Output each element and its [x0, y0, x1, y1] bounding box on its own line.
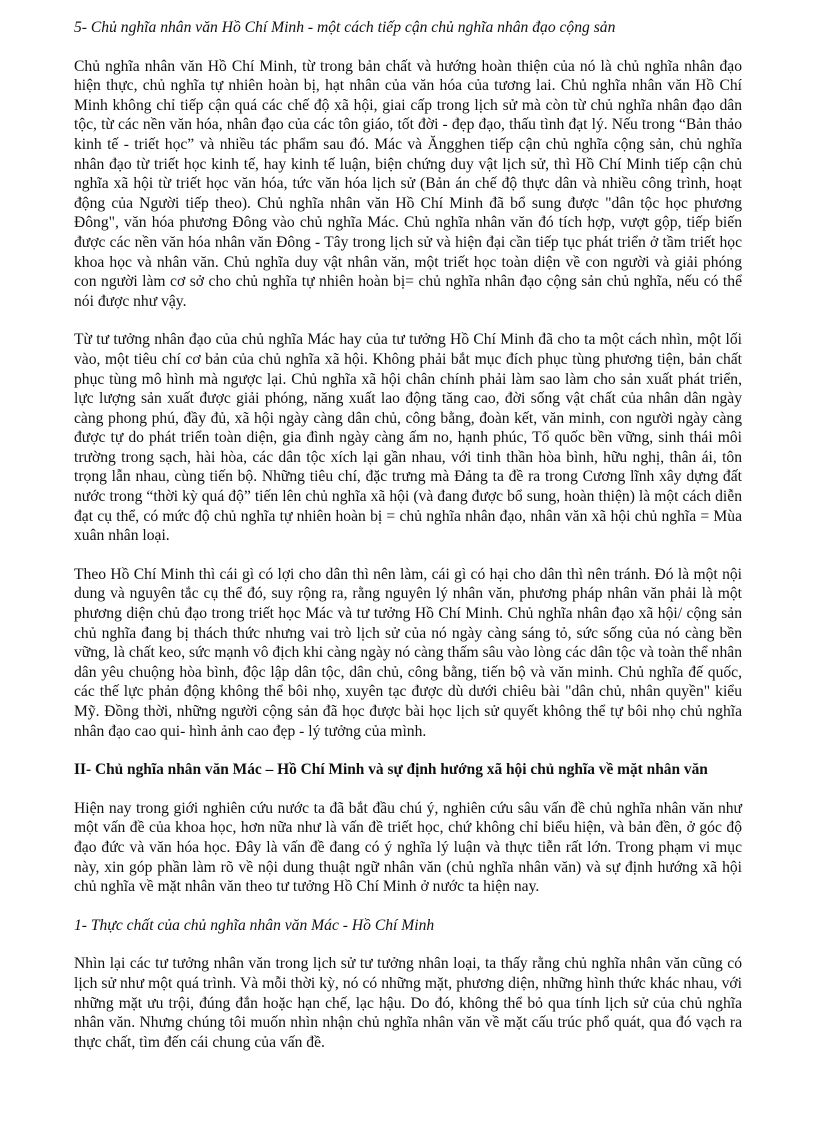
- paragraph-2: Từ tư tưởng nhân đạo của chủ nghĩa Mác hay của tư tưởng Hồ Chí Minh đã cho ta một cách nhìn, một lối vào, một tiêu chí cơ bản của chủ nghĩa xã hội. Không phải bắt mục đích phục tùng phương tiện, bản chất phục tùng mô hình mà ngược lại. Chủ nghĩa xã hội chân chính phải làm sao làm cho sản xuất phát triển, lực lượng sản xuất được giải phóng, năng xuất lao động tăng cao, đời sống vật chất của nhân dân ngày càng phong phú, đầy đủ, xã hội ngày càng dân chủ, công bằng, đoàn kết, văn minh, con người ngày càng được tự do phát triển toàn diện, gia đình ngày càng ấm no, hạnh phúc, Tổ quốc bền vững, sinh thái môi trường trong sạch, hài hòa, các dân tộc xích lại gần nhau, với tinh thần hòa bình, hữu nghị, thân ái, tôn trọng lẫn nhau, cùng tiến bộ. Những tiêu chí, đặc trưng mà Đảng ta đề ra trong Cương lĩnh xây dựng đất nước trong “thời kỳ quá độ” tiến lên chủ nghĩa xã hội (và đang được bổ sung, hoàn thiện) là một cách diễn đạt cụ thể, có mức độ chủ nghĩa tự nhiên hoàn bị = chủ nghĩa nhân đạo, nhân văn xã hội chủ nghĩa = Mùa xuân nhân loại.: [74, 331, 742, 545]
- paragraph-1: Chủ nghĩa nhân văn Hồ Chí Minh, từ trong bản chất và hướng hoàn thiện của nó là chủ nghĩa nhân đạo hiện thực, chủ nghĩa tự nhiên hoàn bị, hạt nhân của văn hóa của tương lai. Chủ nghĩa nhân văn Hồ Chí Minh không chỉ tiếp cận quá các chế độ xã hội, giai cấp trong lịch sử mà còn từ chủ nghĩa nhân đạo dân tộc, từ các nền văn hóa, nhân đạo của các tôn giáo, tốt đời - đẹp đạo, thấu tình đạt lý. Nếu trong “Bản thảo kinh tế - triết học” và nhiều tác phẩm sau đó. Mác và Ăngghen tiếp cận chủ nghĩa cộng sản, chủ nghĩa nhân đạo từ triết học kinh tế, hay kinh tế luận, biện chứng duy vật lịch sử, thì Hồ Chí Minh tiếp cận chủ nghĩa xã hội từ triết học văn hóa, tức văn hóa lịch sử (Bản án chế độ thực dân và nhiều công trình, hoạt động của Người tiếp theo). Chủ nghĩa nhân văn Hồ Chí Minh đã bổ sung được "dân tộc học phương Đông", văn hóa phương Đông vào chủ nghĩa Mác. Chủ nghĩa nhân văn đó tích hợp, vượt gộp, tiếp biến được các nền văn hóa nhân văn Đông - Tây trong lịch sử và hiện đại cần tiếp tục phát triển ở tầm triết học khoa học và nhân văn. Chủ nghĩa duy vật nhân văn, một triết học toàn diện về con người và giải phóng con người làm cơ sở cho chủ nghĩa tự nhiên hoàn bị= chủ nghĩa nhân đạo cộng sản chủ nghĩa, nếu có thể nói được như vậy.: [74, 57, 742, 310]
- section-heading-5: 5- Chủ nghĩa nhân văn Hồ Chí Minh - một cách tiếp cận chủ nghĩa nhân đạo cộng sản: [74, 19, 616, 36]
- paragraph-3: Theo Hồ Chí Minh thì cái gì có lợi cho dân thì nên làm, cái gì có hại cho dân thì nên tránh. Đó là một nội dung và nguyên tắc cụ thể đó, suy rộng ra, rằng nguyên lý nhân văn, phương pháp nhân văn phải là một phương diện chủ đạo trong triết học Mác và tư tưởng Hồ Chí Minh. Chủ nghĩa nhân đạo xã hội/ cộng sản chủ nghĩa đang bị thách thức nhưng vai trò lịch sử của nó ngày càng sáng tỏ, sức sống của nó càng bền vững, là chất keo, sức mạnh vô địch khi càng ngày nó càng thấm sâu vào lòng các dân tộc và toàn thể nhân dân yêu chuộng hòa bình, độc lập dân tộc, dân chủ, công bằng, tiến bộ và văn minh. Chủ nghĩa đế quốc, các thế lực phản động không thể bôi nhọ, xuyên tạc được dù dưới chiêu bài "dân chủ, nhân quyền" kiểu Mỹ. Đồng thời, những người cộng sản đã học được bài học lịch sử quyết không thể tự bôi nhọ chủ nghĩa nhân đạo cao qui- hình ảnh cao đẹp - lý tưởng của mình.: [74, 565, 742, 740]
- section-heading-1: 1- Thực chất của chủ nghĩa nhân văn Mác - Hồ Chí Minh: [74, 916, 435, 934]
- paragraph-4: Hiện nay trong giới nghiên cứu nước ta đã bắt đầu chú ý, nghiên cứu sâu vấn đề chủ nghĩa nhân văn như một vấn đề của khoa học, hơn nữa như là vấn đề triết học, chứ không chỉ biểu hiện, và bản đền, ở góc độ đạo đức và văn hóa học. Đây là vấn đề đang có ý nghĩa lý luận và thực tiễn rất lớn. Trong phạm vi mục này, xin góp phần làm rõ về nội dung thuật ngữ nhân văn (chủ nghĩa nhân văn) và sự định hướng xã hội chủ nghĩa về mặt nhân văn theo tư tưởng Hồ Chí Minh ở nước ta hiện nay.: [74, 799, 742, 896]
- paragraph-5: Nhìn lại các tư tưởng nhân văn trong lịch sử tư tưởng nhân loại, ta thấy rằng chủ nghĩa nhân văn cũng có lịch sử như một quá trình. Và mỗi thời kỳ, nó có những mặt, phương diện, những hình thức khác nhau, với những mặt ưu trội, đúng đắn hoặc hạn chế, lạc hậu. Do đó, không thể bỏ qua tính lịch sử của chủ nghĩa nhân văn. Nhưng chúng tôi muốn nhìn nhận chủ nghĩa nhân văn về mặt cấu trúc phổ quát, qua đó vạch ra thực chất, tìm đến cái chung của vấn đề.: [74, 955, 742, 1051]
- section-heading-II: II- Chủ nghĩa nhân văn Mác – Hồ Chí Minh và sự định hướng xã hội chủ nghĩa về mặt nhân văn: [74, 761, 708, 779]
